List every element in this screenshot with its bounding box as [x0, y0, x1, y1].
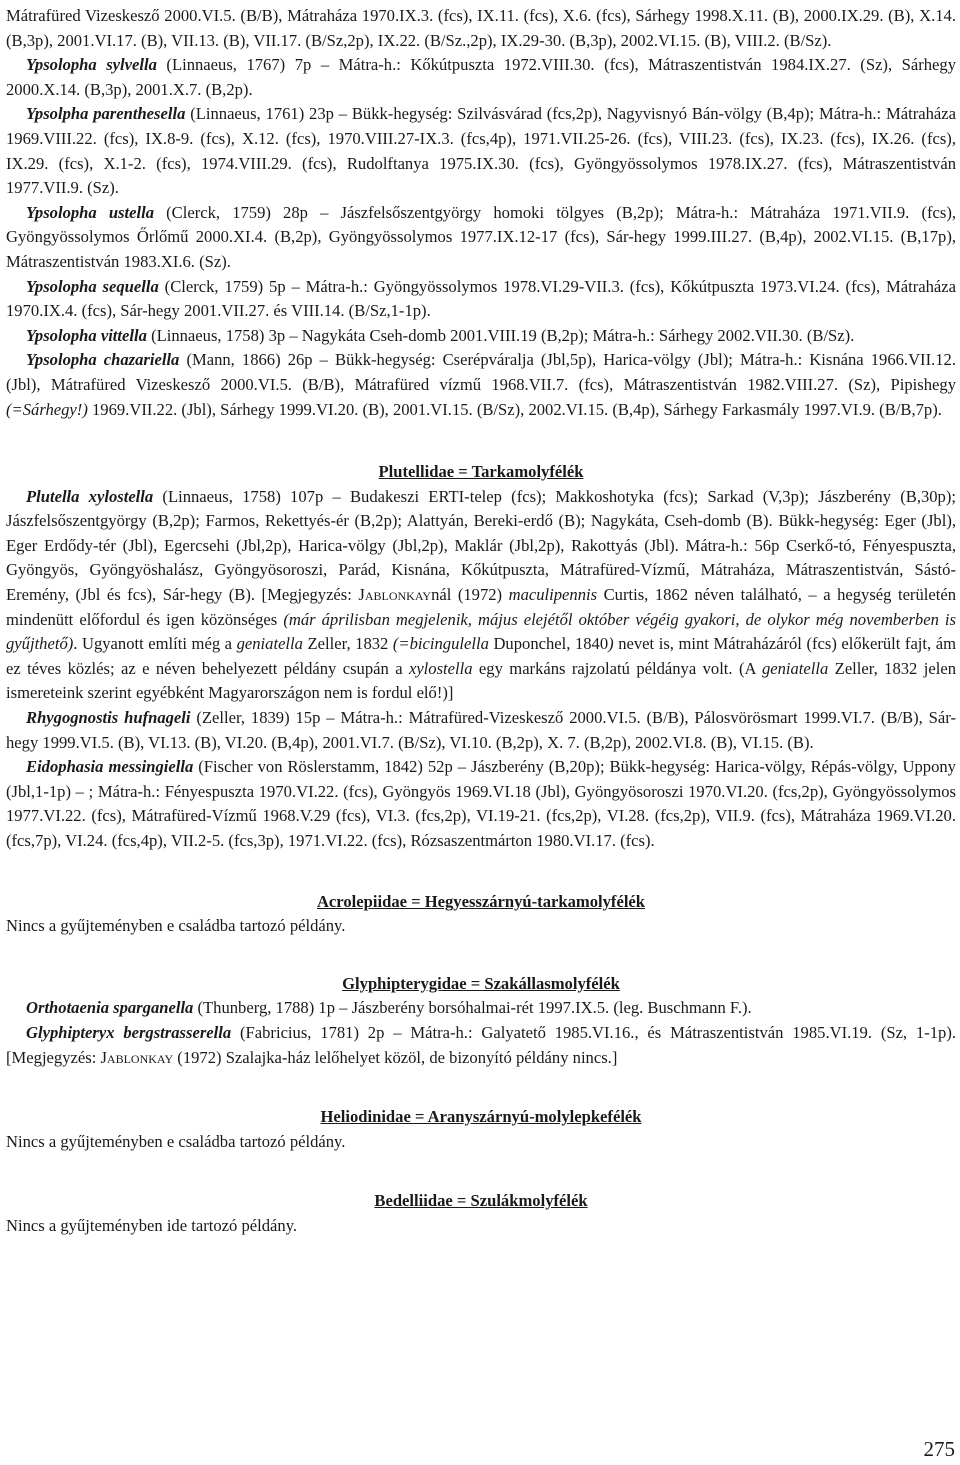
entry-text: . Ugyanott említi még a — [73, 634, 237, 654]
species-entry-hufnageli — [6, 706, 956, 755]
synonym-name: maculipennis — [508, 585, 598, 605]
entry-text: egy markáns rajzolatú példánya volt. (A — [472, 658, 762, 678]
entry-text: (Clerck, 1759) 28p – Jászfelsőszentgyörgy homoki tölgyes (B,2p); Mátra-h.: Mátraháza 1971.VII.9. (fcs), Gyöngyössolymos Őrlőmű 2000.XI.4. (B,2p), Gyöngyössolymos 1977.IX.12-17 (fcs), Sár-hegy 1999.III.27. (B,4p), 2002.VI.15. (B,17p), Mátraszentistván 1983.XI.6. (Sz). — [6, 202, 957, 271]
entry-text: Zeller, 1832 — [302, 634, 393, 654]
family-heading-glyphipterygidae: Glyphipterygidae = Szakállasmolyfélék — [342, 973, 620, 993]
entry-text: (1972) Szalajka-ház lelőhelyet közöl, de bizonyító példány nincs.] — [173, 1047, 618, 1067]
species-name: Ypsolopha chazariella — [26, 350, 180, 370]
species-name: Ypsolopha sylvella — [26, 55, 157, 75]
species-name: Rhygognostis hufnageli — [26, 708, 191, 728]
spacer — [6, 854, 956, 890]
no-specimen-note: Nincs a gyűjteményben e családba tartozó példány. — [6, 1131, 346, 1151]
entry-text: (Zeller, 1839) 15p – Mátra-h.: Mátrafüred-Vizeskesző 2000.VI.5. (B/B), Pálosvörösmart 1999.VI.7. (B/B), Sár-hegy 1999.VI.5. (B), VI.13. (B), VI.20. (B,4p), 2001.VI.7. (B/Sz), VI.10. (B,2p), X. 7. (B,2p), 2002.VI.8. (B), VI.15. (B). — [6, 708, 956, 752]
entry-text: (Linnaeus, 1758) 3p – Nagykáta Cseh-domb 2001.VIII.19 (B,2p); Mátra-h.: Sárhegy 2002.VII.30. (B/Sz). — [146, 325, 855, 345]
entry-text: nevet is, mint Mátraházáról (fcs) előkerült fajt, ám ez téves közlés; az e néven behelyezett példány csupán a — [6, 634, 956, 678]
synonym-name: geniatella — [236, 634, 303, 654]
species-entry-sparganella — [6, 996, 956, 1021]
locality-note: (=Sárhegy!) — [6, 399, 88, 419]
synonym-name: (=bicingulella — [392, 634, 489, 654]
entry-text: (Fischer von Röslerstamm, 1842) 52p – Jászberény (B,20p); Bükk-hegység: Harica-völgy, Répás-völgy, Uppony (Jbl,1-1p) – ; Mátra-h.: Fényespuszta 1970.VI.22. (fcs), Gyöngyös 1969.VI.18 (Jbl), Gyöngyösoroszi 1970.VI.20. (fcs,2p), Gyöngyössolymos 1977.VI.22. (fcs), Mátrafüred-Vízmű 1968.V.29 (fcs), VI.3. (fcs,2p), VI.19-21. (fcs,2p), VI.28. (fcs,2p), VII.9. (fcs), Mátraháza 1969.VI.20. (fcs,7p), VI.24. (fcs,4p), VII.2-5. (fcs,3p), 1971.VI.22. (fcs), Rózsaszentmárton 1980.VI.17. (fcs). — [6, 757, 956, 850]
entry-text: nál (1972) — [431, 585, 509, 605]
author-name: Jablonkay — [358, 585, 432, 605]
species-name: Plutella xylostella — [26, 486, 154, 506]
species-entry-chazariella — [6, 348, 956, 422]
species-name: Orthotaenia sparganella — [26, 998, 194, 1018]
spacer — [6, 939, 956, 972]
entry-continuation — [6, 4, 956, 53]
species-entry-messingiella — [6, 755, 956, 853]
species-name: Ypsolopha sequella — [26, 276, 159, 296]
species-entry-parenthesella — [6, 102, 956, 200]
page-number: 275 — [923, 1437, 955, 1461]
species-entry-xylostella — [6, 485, 956, 706]
species-name: Ypsolopha ustella — [26, 202, 155, 222]
family-heading-heliodinidae: Heliodinidae = Aranyszárnyú-molylepkefélék — [320, 1107, 642, 1127]
page-content — [6, 4, 956, 1239]
entry-text: (Mann, 1866) 26p – Bükk-hegység: Cserépváralja (Jbl,5p), Harica-völgy (Jbl); Mátra-h.: Kisnána 1966.VII.12. (Jbl), Mátrafüred Vizeskesző 2000.VI.5. (B/B), Mátrafüred vízmű 1968.VII.7. (fcs), Mátraszentistván 1982.VIII.27. (Sz), Pipishegy — [6, 350, 956, 394]
entry-text: 1969.VII.22. (Jbl), Sárhegy 1999.VI.20. (B), 2001.VI.15. (B/Sz), 2002.VI.15. (B,4p), Sárhegy Farkasmály 1997.VI.9. (B/B,7p). — [87, 399, 942, 419]
entry-text: Curtis, 1862 néven található, – a hegység területén mindenütt előfordul és igen közönséges — [6, 585, 957, 629]
species-ref: xylostella — [408, 658, 473, 678]
entry-text: (Linnaeus, 1767) 7p – Mátra-h.: Kőkútpuszta 1972.VIII.30. (fcs), Mátraszentistván 1984.IX.27. (Sz), Sárhegy 2000.X.14. (B,3p), 2001.X.7. (B,2p). — [6, 55, 957, 99]
entry-text: (Clerck, 1759) 5p – Mátra-h.: Gyöngyössolymos 1978.VI.29-VII.3. (fcs), Kőkútpuszta 1973.VI.24. (fcs), Mátraháza 1970.IX.4. (fcs), Sár-hegy 2001.VII.27. és VIII.14. (B/Sz,1-1p). — [6, 276, 956, 321]
entry-text: (Fabricius, 1781) 2p – Mátra-h.: Galyatető 1985.VI.16., és Mátraszentistván 1985.VI.19. (Sz, 1-1p). [Megjegyzés: — [6, 1022, 956, 1067]
family-heading-plutellidae: Plutellidae = Tarkamolyfélék — [378, 462, 584, 482]
entry-text: (Linnaeus, 1758) 107p – Budakeszi ERTI-telep (fcs); Makkoshotyka (fcs); Sarkad (V,3p); Jászberény (B,30p); Jászfelsőszentgyörgy (B,2p); Farmos, Rekettyés-ér (B,2p); Alattyán, Bereki-erdő (B); Nagykáta, Cseh-domb (B). Bükk-hegység: Eger (Jbl), Eger Erdődy-tér (Jbl), Egercsehi (Jbl,2p), Harica-völgy (Jbl,2p), Maklár (Jbl,2p), Rakottyás (Jbl). Mátra-h.: 56p Cserkő-tó, Fényespuszta, Gyöngyös, Gyöngyöshalász, Gyöngyösoroszi, Parád, Kisnána, Kőkútpuszta, Mátrafüred-Vízmű, Mátraháza, Mátraszentistván, Sástó-Eremény, (Jbl és fcs), Sár-hegy (B). [Megjegyzés: — [6, 486, 956, 605]
entry-text: Zeller, 1832 jelen ismereteink szerint egyébként Magyarországon nem is fordul elő!)] — [6, 658, 956, 703]
entry-text: (Linnaeus, 1761) 23p – Bükk-hegység: Szilvásvárad (fcs,2p), Nagyvisnyó Bán-völgy (B,4p); Mátra-h.: Mátraháza 1969.VIII.22. (fcs), IX.8-9. (fcs), X.12. (fcs), 1970.VIII.27-IX.3. (fcs,4p), 1971.VII.25-26. (fcs), VIII.23. (fcs), IX.23. (fcs), IX.26. (fcs), IX.29. (fcs), X.1-2. (fcs), 1974.VIII.29. (fcs), Rudolftanya 1975.IX.30. (fcs), Gyöngyössolymos 1978.IX.27. (fcs), Mátraszentistván 1977.VII.9. (Sz). — [6, 104, 956, 198]
family-heading-bedelliidae: Bedelliidae = Szulákmolyfélék — [374, 1191, 588, 1211]
synonym-name: geniatella — [761, 658, 829, 678]
family-heading-acrolepiidae: Acrolepiidae = Hegyesszárnyú-tarkamolyfélék — [316, 891, 646, 911]
species-name: Glyphipteryx bergstrasserella — [26, 1022, 232, 1042]
no-specimen-note: Nincs a gyűjteményben ide tartozó példány. — [6, 1215, 298, 1235]
quoted-remark: (már áprilisban megjelenik, május elejétől október végéig gyakori, de olykor még novemberben is gyűjthető) — [6, 609, 957, 654]
spacer — [6, 1154, 956, 1189]
species-entry-sequella — [6, 275, 956, 324]
spacer — [6, 422, 956, 460]
author-name: Jablonkay — [100, 1047, 174, 1067]
species-name: Eidophasia messingiella — [26, 757, 194, 777]
spacer — [6, 1070, 956, 1105]
entry-text: Mátrafüred Vizeskesző 2000.VI.5. (B/B), Mátraháza 1970.IX.3. (fcs), IX.11. (fcs), X.6. (fcs), Sárhegy 1998.X.11. (B), 2000.IX.29. (B), X.14. (B,3p), 2001.VI.17. (B), VII.13. (B), VII.17. (B/Sz,2p), IX.22. (B/Sz.,2p), IX.29-30. (B,3p), 2002.VI.15. (B), VIII.2. (B/Sz). — [6, 6, 956, 50]
species-entry-ustella — [6, 201, 956, 275]
entry-text: (Thunberg, 1788) 1p – Jászberény borsóhalmai-rét 1997.IX.5. (leg. Buschmann F.). — [193, 998, 752, 1018]
bracket: ) — [608, 634, 614, 654]
species-entry-bergstrasserella — [6, 1021, 956, 1070]
entry-text: Duponchel, 1840 — [488, 634, 609, 654]
species-name: Ypsolpha parenthesella — [26, 104, 186, 124]
species-name: Ypsolopha vittella — [26, 325, 147, 345]
species-entry-sylvella — [6, 53, 956, 102]
species-entry-vittella — [6, 324, 956, 349]
no-specimen-note: Nincs a gyűjteményben e családba tartozó példány. — [6, 916, 346, 936]
